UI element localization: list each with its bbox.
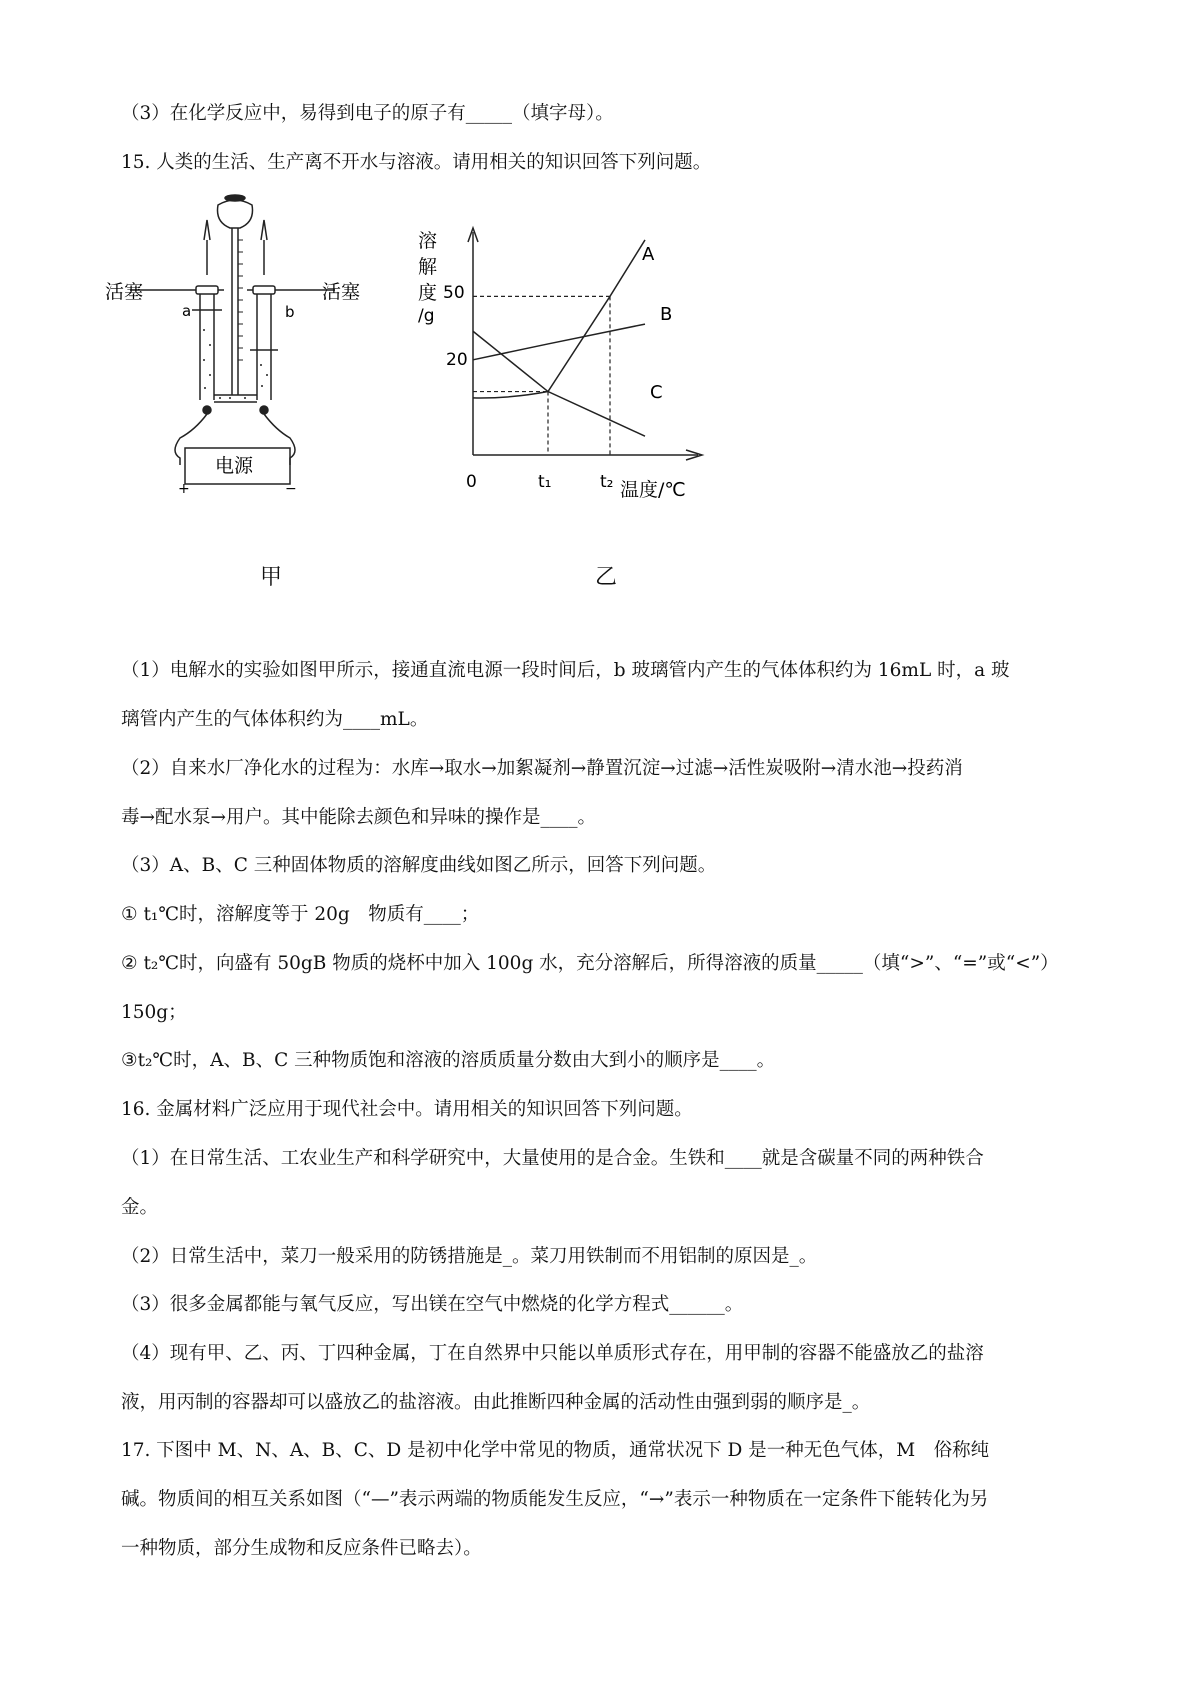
ylabel-char-2: 解 — [418, 256, 438, 278]
curve-label-C: C — [650, 382, 663, 403]
figure-jia-caption: 甲 — [260, 565, 283, 590]
q15-part3-sub1: ① t₁℃时，溶解度等于 20g 物质有____； — [121, 904, 480, 925]
power-supply-label: 电源 — [215, 455, 254, 477]
tube-b-label: b — [285, 303, 295, 321]
stopcock-label-left: 活塞 — [105, 281, 144, 303]
curve-A — [473, 240, 645, 398]
curve-label-B: B — [660, 304, 673, 325]
figure-yi-caption: 乙 — [595, 565, 618, 590]
x-axis-label: 温度/℃ — [620, 479, 686, 501]
curve-C — [473, 331, 645, 436]
q15-part3: （3）A、B、C 三种固体物质的溶解度曲线如图乙所示，回答下列问题。 — [121, 855, 717, 876]
x-tick-t1: t₁ — [538, 472, 552, 492]
minus-sign: − — [285, 481, 297, 497]
q17-stem-line2: 碱。物质间的相互关系如图（“—”表示两端的物质能发生反应，“→”表示一种物质在一定条件下能转化为另 — [121, 1489, 989, 1510]
ylabel-char-1: 溶 — [418, 230, 438, 252]
electrolysis-diagram — [100, 190, 370, 500]
solubility-chart — [410, 210, 710, 510]
funnel — [218, 200, 253, 228]
q16-part4-line2: 液，用丙制的容器却可以盛放乙的盐溶液。由此推断四种金属的活动性由强到弱的顺序是_。 — [121, 1392, 871, 1413]
x-tick-t2: t₂ — [600, 472, 614, 492]
q15-part3-sub2-line2: 150g； — [121, 1002, 187, 1023]
q15-part3-sub2-line1: ② t₂℃时，向盛有 50gB 物质的烧杯中加入 100g 水，充分溶解后，所得溶液的质量_____（填“>”、“=”或“<”） — [121, 953, 1059, 974]
curve-label-A: A — [642, 244, 655, 265]
q15-part2-line2: 毒→配水泵→用户。其中能除去颜色和异味的操作是____。 — [121, 807, 597, 828]
q16-part2: （2）日常生活中，菜刀一般采用的防锈措施是_。菜刀用铁制而不用铝制的原因是_。 — [121, 1246, 818, 1267]
q17-stem-line3: 一种物质，部分生成物和反应条件已略去）。 — [121, 1538, 482, 1559]
q16-part1-line1: （1）在日常生活、工农业生产和科学研究中，大量使用的是合金。生铁和____就是含碳量不同的两种铁合 — [121, 1148, 984, 1169]
q15-stem: 15. 人类的生活、生产离不开水与溶液。请用相关的知识回答下列问题。 — [121, 152, 712, 173]
ylabel-unit: /g — [418, 306, 435, 326]
q16-part3: （3）很多金属都能与氧气反应，写出镁在空气中燃烧的化学方程式______。 — [121, 1294, 744, 1315]
q15-part2-line1: （2）自来水厂净化水的过程为：水库→取水→加絮凝剂→静置沉淀→过滤→活性炭吸附→清水池→投药消 — [121, 758, 963, 779]
curve-B — [473, 324, 645, 360]
q16-part1-line2: 金。 — [121, 1197, 159, 1218]
tube-a-label: a — [182, 302, 192, 320]
q14-part3: （3）在化学反应中，易得到电子的原子有_____（填字母）。 — [121, 103, 614, 124]
q15-part1-line2: 璃管内产生的气体体积约为____mL。 — [121, 709, 429, 730]
q15-part3-sub3: ③t₂℃时，A、B、C 三种物质饱和溶液的溶质质量分数由大到小的顺序是____。 — [121, 1050, 776, 1071]
plus-sign: + — [178, 481, 190, 497]
x-tick-origin: 0 — [466, 472, 477, 492]
q17-stem-line1: 17. 下图中 M、N、A、B、C、D 是初中化学中常见的物质，通常状况下 D 是一种无色气体，M 俗称纯 — [121, 1440, 990, 1461]
ylabel-char-3: 度 — [418, 282, 438, 304]
stopcock-label-right: 活塞 — [322, 281, 361, 303]
figure-jia — [100, 190, 370, 500]
q16-part4-line1: （4）现有甲、乙、丙、丁四种金属，丁在自然界中只能以单质形式存在，用甲制的容器不能盛放乙的盐溶 — [121, 1343, 984, 1364]
y-tick-20: 20 — [446, 350, 468, 370]
q16-stem: 16. 金属材料广泛应用于现代社会中。请用相关的知识回答下列问题。 — [121, 1099, 693, 1120]
q15-part1-line1: （1）电解水的实验如图甲所示，接通直流电源一段时间后，b 玻璃管内产生的气体体积约为 16mL 时，a 玻 — [121, 660, 1010, 681]
figure-yi — [410, 210, 710, 510]
y-tick-50: 50 — [443, 283, 465, 303]
